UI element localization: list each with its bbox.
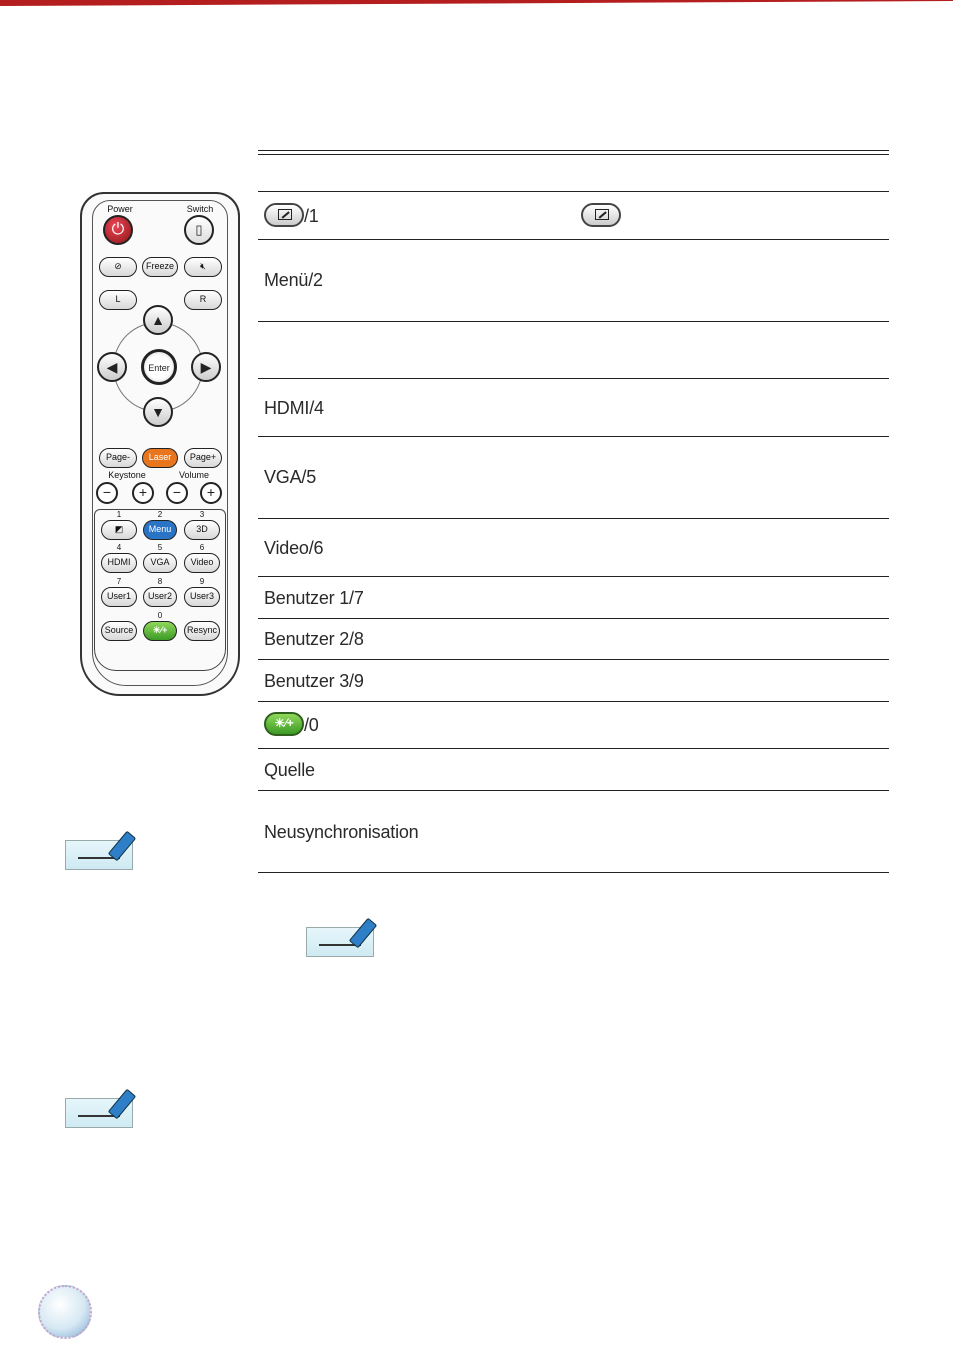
key-number: 9: [199, 577, 205, 586]
switch-button[interactable]: ▯: [184, 215, 214, 245]
left-button[interactable]: ◀: [97, 352, 127, 382]
row-keystone: /1: [264, 203, 319, 227]
key-number: 0: [157, 611, 163, 620]
row-divider: [258, 659, 889, 660]
row-divider: [258, 576, 889, 577]
user2-key-button[interactable]: User2: [143, 587, 177, 607]
three-d-key-button[interactable]: 3D: [184, 520, 220, 540]
user1-key-button[interactable]: User1: [101, 587, 137, 607]
blank-screen-button[interactable]: ⊘: [99, 257, 137, 277]
keystone-key-button[interactable]: ◩: [101, 520, 137, 540]
keystone-label: Keystone: [108, 470, 146, 480]
volume-label: Volume: [178, 470, 210, 480]
row-menu: Menü/2: [264, 270, 323, 290]
row-source: Quelle: [264, 760, 315, 780]
keystone-minus-button[interactable]: −: [96, 482, 118, 504]
row-vga: VGA/5: [264, 467, 317, 487]
menu-key-button[interactable]: Menu: [143, 520, 177, 540]
volume-plus-button[interactable]: +: [200, 482, 222, 504]
volume-minus-button[interactable]: −: [166, 482, 188, 504]
r-button[interactable]: R: [184, 290, 222, 310]
row-resync: Neusynchronisation: [264, 822, 419, 842]
row-divider: [258, 518, 889, 519]
row-divider: [258, 618, 889, 619]
key-number: 2: [157, 510, 163, 519]
row-divider: [258, 239, 889, 240]
keystone-key-icon: [581, 203, 621, 227]
up-button[interactable]: ▲: [143, 305, 173, 335]
hdmi-key-button[interactable]: HDMI: [101, 553, 137, 573]
vga-key-button[interactable]: VGA: [143, 553, 177, 573]
row-hdmi: HDMI/4: [264, 398, 324, 418]
user3-key-button[interactable]: User3: [184, 587, 220, 607]
key-number: 6: [199, 543, 205, 552]
resync-key-button[interactable]: Resync: [184, 621, 220, 641]
note-icon: [306, 927, 374, 957]
page-number-badge: [38, 1285, 92, 1339]
row-user3: Benutzer 3/9: [264, 671, 364, 691]
brightness-key-icon: ☀⁄+: [264, 712, 304, 736]
page-down-button[interactable]: Page-: [99, 448, 137, 468]
note-icon: [65, 840, 133, 870]
row-divider: [258, 790, 889, 791]
switch-label: Switch: [186, 204, 214, 214]
right-button[interactable]: ▶: [191, 352, 221, 382]
power-label: Power: [107, 204, 133, 214]
keystone-key-icon: [264, 203, 304, 227]
key-number: 7: [116, 577, 122, 586]
row-divider: [258, 436, 889, 437]
key-number: 1: [116, 510, 122, 519]
keystone-plus-button[interactable]: +: [132, 482, 154, 504]
table-header-rule: [258, 150, 889, 155]
row-brightness: ☀⁄+ /0: [264, 712, 319, 736]
row-divider: [258, 191, 889, 192]
video-key-button[interactable]: Video: [184, 553, 220, 573]
note-icon: [65, 1098, 133, 1128]
key-number: 5: [157, 543, 163, 552]
row-user2: Benutzer 2/8: [264, 629, 364, 649]
row-divider: [258, 378, 889, 379]
page-up-button[interactable]: Page+: [184, 448, 222, 468]
mute-button[interactable]: 🔇︎: [184, 257, 222, 277]
key-number: 8: [157, 577, 163, 586]
key-number: 4: [116, 543, 122, 552]
laser-button[interactable]: Laser: [142, 448, 178, 468]
power-button[interactable]: ⏻: [103, 215, 133, 245]
row-divider: [258, 321, 889, 322]
brightness-key-button[interactable]: ☀⁄+: [143, 621, 177, 641]
freeze-button[interactable]: Freeze: [142, 257, 178, 277]
source-key-button[interactable]: Source: [101, 621, 137, 641]
row-divider: [258, 872, 889, 873]
enter-button[interactable]: Enter: [141, 349, 177, 385]
row-divider: [258, 701, 889, 702]
row-divider: [258, 748, 889, 749]
l-button[interactable]: L: [99, 290, 137, 310]
down-button[interactable]: ▼: [143, 397, 173, 427]
row-user1: Benutzer 1/7: [264, 588, 364, 608]
top-accent-bar: [0, 0, 953, 5]
row-video: Video/6: [264, 538, 324, 558]
key-number: 3: [199, 510, 205, 519]
